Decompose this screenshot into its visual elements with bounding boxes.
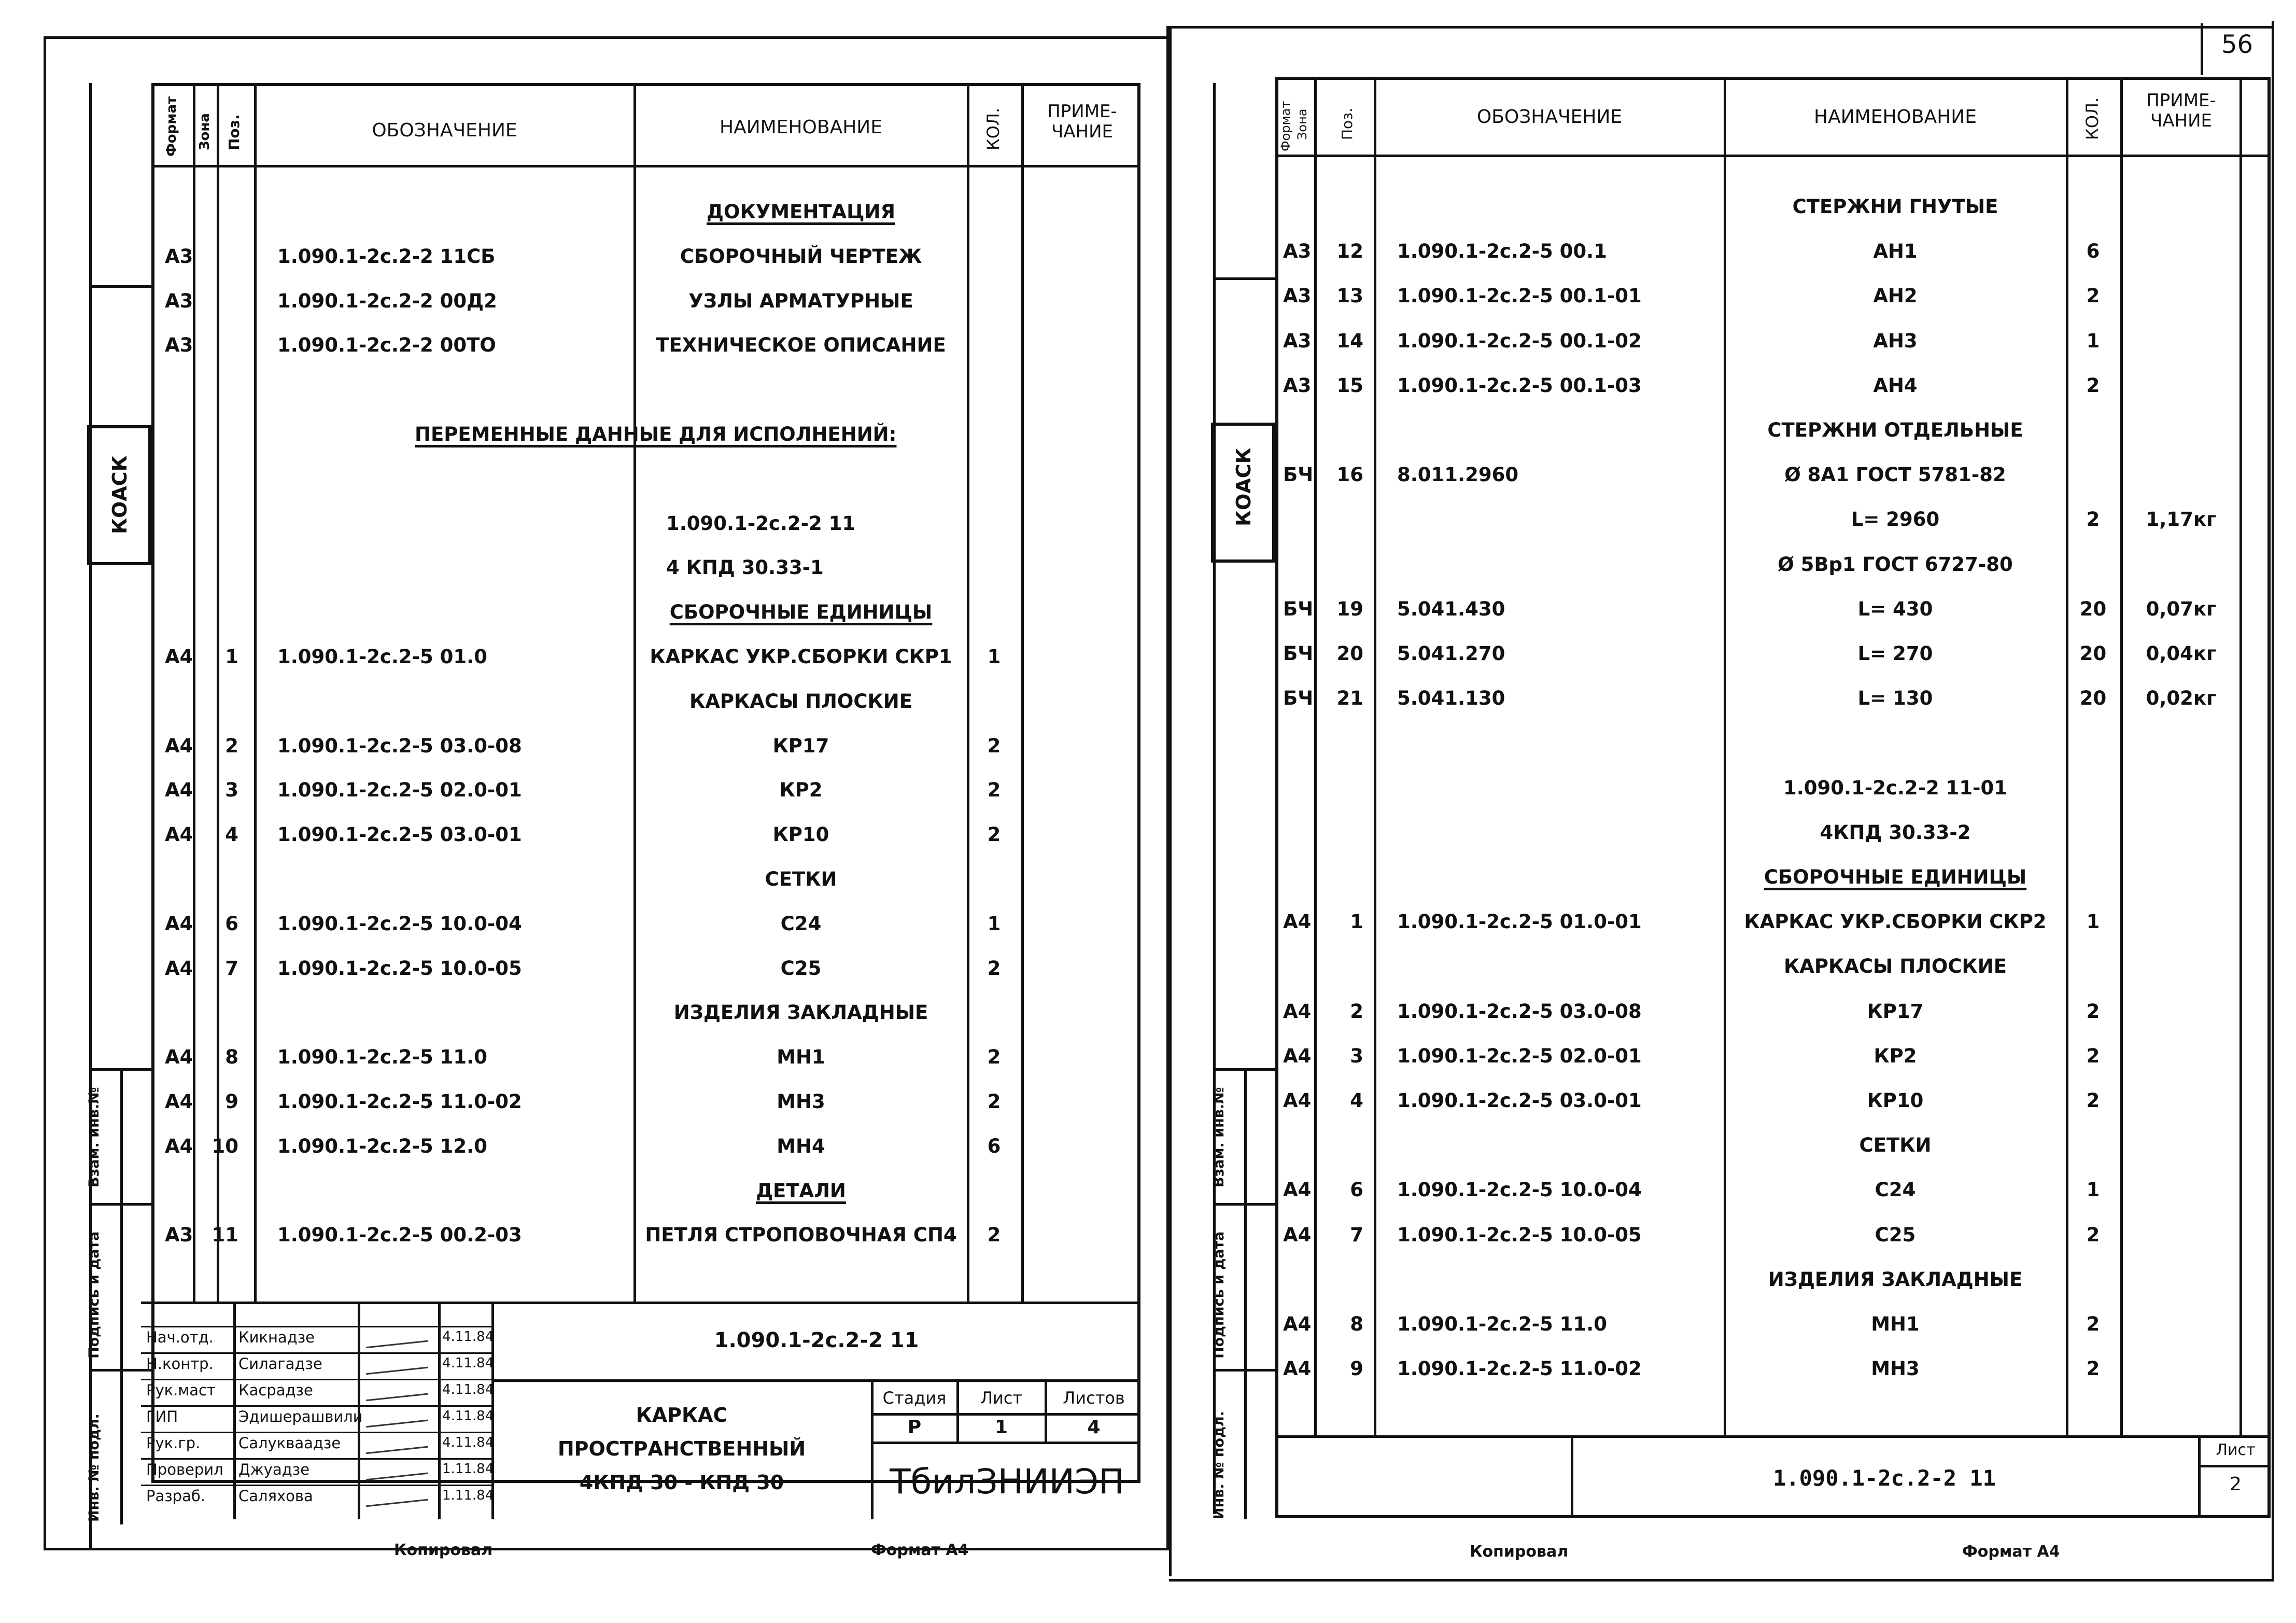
- row-pos: 11: [212, 1224, 238, 1246]
- header-qty: КОЛ.: [983, 107, 1003, 150]
- row-format: А4: [165, 646, 193, 668]
- row-name: С24: [1875, 1179, 1916, 1201]
- row-pos: 9: [225, 1090, 238, 1113]
- row-designation: 1.090.1-2с.2-5 03.0-08: [277, 735, 522, 757]
- spec-row: [0, 425, 1166, 466]
- side-vzam-inv: Взам. инв.№: [86, 1087, 102, 1187]
- staff-divider: [141, 1432, 491, 1433]
- row-pos: 1: [225, 646, 238, 668]
- staff-name: Саляхова: [238, 1487, 313, 1505]
- spec-row: [1166, 197, 2296, 239]
- row-designation: 1.090.1-2с.2-5 10.0-05: [277, 957, 522, 980]
- sheets-label: Листов: [1063, 1388, 1125, 1408]
- row-designation: ПЕРЕМЕННЫЕ ДАННЫЕ ДЛЯ ИСПОЛНЕНИЙ:: [415, 423, 897, 445]
- staff-name: Силагадзе: [238, 1355, 322, 1373]
- row-pos: 13: [1336, 285, 1363, 307]
- row-qty: 1: [987, 646, 1001, 668]
- row-designation: 1.090.1-2с.2-5 01.0-01: [1397, 911, 1642, 933]
- header-zone: Зона: [197, 113, 213, 150]
- row-designation: 1.090.1-2с.2-5 11.0: [1397, 1313, 1607, 1335]
- right-sheet-label: Лист: [2216, 1441, 2256, 1459]
- row-name: КР2: [779, 779, 823, 801]
- staff-name: Касрадзе: [238, 1381, 313, 1399]
- row-name: ДОКУМЕНТАЦИЯ: [707, 201, 895, 223]
- right-sheet-value: 2: [2230, 1474, 2242, 1495]
- row-note: 0,02кг: [2146, 687, 2217, 709]
- row-pos: 1: [1350, 911, 1363, 933]
- sheets-value: 4: [1087, 1417, 1101, 1438]
- spec-row: [1166, 868, 2296, 909]
- signature: [365, 1490, 428, 1507]
- row-qty: 2: [2086, 508, 2100, 530]
- row-designation: 1.090.1-2с.2-5 11.0-02: [277, 1090, 522, 1113]
- row-format: А4: [165, 735, 193, 757]
- staff-divider: [141, 1326, 491, 1327]
- side-podpis-data: Подпись и дата: [86, 1231, 102, 1359]
- row-format: А4: [165, 957, 193, 980]
- row-qty: 1: [987, 913, 1001, 935]
- left-title-code: 1.090.1-2с.2-2 11: [714, 1328, 919, 1352]
- row-format: А4: [1283, 1000, 1312, 1023]
- spec-row: [0, 647, 1166, 689]
- org-name: ТбилЗНИИЭП: [890, 1462, 1124, 1502]
- row-name: МН3: [777, 1090, 825, 1113]
- row-format: А4: [1283, 1045, 1312, 1067]
- left-title-line2: ПРОСТРАНСТВЕННЫЙ: [557, 1437, 806, 1460]
- staff-name: Эдишерашвили: [238, 1408, 363, 1425]
- row-pos: 9: [1350, 1358, 1363, 1380]
- row-name: СТЕРЖНИ ГНУТЫЕ: [1792, 195, 1998, 218]
- row-name: КАРКАС УКР.СБОРКИ СКР1: [650, 646, 952, 668]
- row-format: А4: [1283, 1089, 1312, 1112]
- spec-row: [1166, 465, 2296, 507]
- sheet-label: Лист: [980, 1388, 1023, 1408]
- spec-row: [1166, 957, 2296, 998]
- row-qty: 2: [2086, 1313, 2100, 1335]
- row-name: Ø 5Вр1 ГОСТ 6727-80: [1778, 553, 2013, 576]
- right-sheet: [1166, 0, 2296, 1623]
- row-name: КР17: [1867, 1000, 1924, 1023]
- row-format: А4: [165, 913, 193, 935]
- row-pos: 12: [1336, 240, 1363, 262]
- spec-row: [1166, 376, 2296, 417]
- spec-row: [0, 1047, 1166, 1089]
- row-qty: 2: [2086, 1224, 2100, 1246]
- row-format: А3: [165, 1224, 193, 1246]
- row-name: 1.090.1-2с.2-2 11-01: [1783, 777, 2007, 799]
- row-name: С24: [780, 913, 822, 935]
- spec-row: [0, 603, 1166, 644]
- row-name: АН2: [1873, 285, 1918, 307]
- spec-row: [1166, 1225, 2296, 1267]
- staff-date: 4.11.84: [442, 1329, 494, 1345]
- row-pos: 19: [1336, 598, 1363, 620]
- spec-row: [1166, 555, 2296, 596]
- staff-date: 1.11.84: [442, 1461, 494, 1477]
- row-name: Ø 8А1 ГОСТ 5781-82: [1784, 464, 2006, 486]
- row-format: А4: [165, 1135, 193, 1157]
- row-qty: 6: [987, 1135, 1001, 1157]
- row-format: А3: [165, 245, 193, 268]
- spec-row: [0, 914, 1166, 956]
- row-note: 0,04кг: [2146, 642, 2217, 665]
- row-format: А3: [165, 290, 193, 312]
- spec-row: [0, 736, 1166, 778]
- row-pos: 3: [225, 779, 238, 801]
- row-name: МН3: [1871, 1358, 1920, 1380]
- row-name: ДЕТАЛИ: [756, 1180, 846, 1202]
- row-pos: 6: [1350, 1179, 1363, 1201]
- row-qty: 20: [2079, 642, 2107, 665]
- staff-role: Рук.гр.: [146, 1434, 201, 1452]
- r-side-vzam-inv: Взам. инв.№: [1211, 1087, 1227, 1187]
- header-format: Формат: [164, 96, 179, 157]
- spec-row: [1166, 912, 2296, 954]
- row-pos: 2: [1350, 1000, 1363, 1023]
- spec-row: [1166, 1314, 2296, 1356]
- row-pos: 21: [1336, 687, 1363, 709]
- row-designation: 1.090.1-2с.2-5 03.0-08: [1397, 1000, 1642, 1023]
- spec-row: [1166, 689, 2296, 730]
- row-name: 4КПД 30.33-2: [1820, 821, 1971, 844]
- staff-divider: [141, 1379, 491, 1380]
- row-name: ТЕХНИЧЕСКОЕ ОПИСАНИЕ: [656, 334, 946, 356]
- r-koask-label: КОАСК: [1232, 447, 1255, 526]
- row-pos: 7: [225, 957, 238, 980]
- row-designation: 1.090.1-2с.2-5 10.0-04: [1397, 1179, 1642, 1201]
- r-header-note: ПРИМЕ- ЧАНИЕ: [2146, 90, 2216, 132]
- spec-row: [1166, 823, 2296, 864]
- row-qty: 2: [987, 735, 1001, 757]
- spec-row: [0, 1137, 1166, 1178]
- spec-row: [0, 291, 1166, 333]
- row-qty: 2: [2086, 1045, 2100, 1067]
- row-qty: 20: [2079, 598, 2107, 620]
- row-name: 1.090.1-2с.2-2 11: [666, 512, 856, 535]
- row-pos: 20: [1336, 642, 1363, 665]
- row-qty: 2: [2086, 374, 2100, 397]
- row-format: А3: [165, 334, 193, 356]
- spec-row: [0, 692, 1166, 733]
- spec-row: [1166, 1046, 2296, 1088]
- row-qty: 2: [987, 957, 1001, 980]
- row-qty: 1: [2086, 330, 2100, 352]
- staff-date: 4.11.84: [442, 1382, 494, 1397]
- spec-row: [0, 558, 1166, 599]
- row-designation: 1.090.1-2с.2-5 11.0: [277, 1046, 487, 1068]
- row-qty: 2: [2086, 1089, 2100, 1112]
- row-format: А4: [165, 1090, 193, 1113]
- row-name: АН3: [1873, 330, 1918, 352]
- row-format: А4: [1283, 1179, 1312, 1201]
- r-header-format: Формат: [1278, 101, 1293, 151]
- row-designation: 1.090.1-2с.2-5 00.1: [1397, 240, 1607, 262]
- staff-divider: [141, 1458, 491, 1460]
- row-pos: 15: [1336, 374, 1363, 397]
- row-name: СТЕРЖНИ ОТДЕЛЬНЫЕ: [1767, 419, 2023, 441]
- spec-row: [1166, 1136, 2296, 1177]
- spec-row: [1166, 1270, 2296, 1311]
- spec-row: [1166, 421, 2296, 462]
- right-footer-copied: Копировал: [1470, 1543, 1569, 1561]
- row-format: А4: [165, 779, 193, 801]
- row-pos: 2: [225, 735, 238, 757]
- staff-role: Нач.отд.: [146, 1328, 214, 1346]
- row-format: А4: [1283, 911, 1312, 933]
- row-format: А3: [1283, 285, 1312, 307]
- r-side-podpis-data: Подпись и дата: [1211, 1231, 1227, 1359]
- spec-row: [1166, 733, 2296, 775]
- row-designation: 1.090.1-2с.2-5 00.1-03: [1397, 374, 1642, 397]
- row-pos: 10: [212, 1135, 238, 1157]
- header-pos: Поз.: [226, 114, 243, 150]
- row-designation: 1.090.1-2с.2-5 02.0-01: [1397, 1045, 1642, 1067]
- row-name: СБОРОЧНЫЕ ЕДИНИЦЫ: [1764, 866, 2027, 888]
- row-format: А4: [165, 1046, 193, 1068]
- row-pos: 8: [225, 1046, 238, 1068]
- row-name: ИЗДЕЛИЯ ЗАКЛАДНЫЕ: [673, 1001, 928, 1024]
- row-note: 1,17кг: [2146, 508, 2217, 530]
- spec-row: [0, 825, 1166, 866]
- spec-row: [0, 1225, 1166, 1267]
- row-designation: 1.090.1-2с.2-5 00.1-02: [1397, 330, 1642, 352]
- spec-row: [1166, 1091, 2296, 1132]
- row-name: КАРКАСЫ ПЛОСКИЕ: [1783, 955, 2007, 977]
- row-name: ПЕТЛЯ СТРОПОВОЧНАЯ СП4: [645, 1224, 957, 1246]
- row-designation: 1.090.1-2с.2-5 02.0-01: [277, 779, 522, 801]
- row-qty: 2: [987, 1090, 1001, 1113]
- sheet-value: 1: [994, 1417, 1008, 1438]
- spec-row: [1166, 1359, 2296, 1401]
- row-format: БЧ: [1283, 642, 1314, 665]
- row-designation: 5.041.430: [1397, 598, 1505, 620]
- row-name: АН1: [1873, 240, 1918, 262]
- row-name: 4 КПД 30.33-1: [666, 556, 824, 579]
- staff-name: Салукваадзе: [238, 1434, 341, 1452]
- row-pos: 3: [1350, 1045, 1363, 1067]
- staff-date: 4.11.84: [442, 1435, 494, 1450]
- row-pos: 4: [225, 823, 238, 846]
- row-designation: 1.090.1-2с.2-2 11СБ: [277, 245, 496, 268]
- row-name: МН4: [777, 1135, 825, 1157]
- row-qty: 2: [2086, 1000, 2100, 1023]
- row-name: L= 2960: [1851, 508, 1940, 530]
- row-pos: 4: [1350, 1089, 1363, 1112]
- staff-date: 1.11.84: [442, 1488, 494, 1503]
- row-qty: 2: [987, 823, 1001, 846]
- row-name: КАРКАСЫ ПЛОСКИЕ: [689, 690, 913, 712]
- row-name: L= 270: [1857, 642, 1933, 665]
- page-number: 56: [2221, 30, 2253, 59]
- spec-row: [1166, 1002, 2296, 1043]
- row-qty: 2: [987, 1046, 1001, 1068]
- row-pos: 16: [1336, 464, 1363, 486]
- row-designation: 5.041.130: [1397, 687, 1505, 709]
- header-designation: ОБОЗНАЧЕНИЕ: [372, 120, 517, 141]
- row-name: КАРКАС УКР.СБОРКИ СКР2: [1744, 911, 2047, 933]
- stage-label: Стадия: [882, 1388, 947, 1408]
- spec-row: [1166, 242, 2296, 283]
- koask-label: КОАСК: [108, 455, 131, 534]
- r-header-pos: Поз.: [1339, 108, 1356, 140]
- row-format: А4: [165, 823, 193, 846]
- spec-row: [0, 514, 1166, 555]
- row-name: УЗЛЫ АРМАТУРНЫЕ: [688, 290, 913, 312]
- spec-row: [1166, 599, 2296, 641]
- row-designation: 1.090.1-2с.2-5 11.0-02: [1397, 1358, 1642, 1380]
- row-format: А3: [1283, 330, 1312, 352]
- spec-row: [1166, 331, 2296, 373]
- staff-role: Разраб.: [146, 1487, 205, 1505]
- staff-name: Джуадзе: [238, 1461, 310, 1478]
- staff-name: Кикнадзе: [238, 1328, 315, 1346]
- spec-row: [1166, 778, 2296, 820]
- staff-role: Проверил: [146, 1461, 223, 1478]
- row-format: БЧ: [1283, 598, 1314, 620]
- left-footer-copied: Копировал: [394, 1541, 493, 1559]
- row-name: МН1: [1871, 1313, 1920, 1335]
- row-name: КР17: [772, 735, 829, 757]
- spec-row: [0, 780, 1166, 822]
- row-note: 0,07кг: [2146, 598, 2217, 620]
- r-header-zone: Зона: [1295, 108, 1309, 140]
- row-qty: 1: [2086, 1179, 2100, 1201]
- row-pos: 7: [1350, 1224, 1363, 1246]
- row-qty: 6: [2086, 240, 2100, 262]
- r-header-qty: КОЛ.: [2082, 97, 2102, 140]
- spec-row: [0, 959, 1166, 1000]
- row-name: АН4: [1873, 374, 1918, 397]
- r-header-name: НАИМЕНОВАНИЕ: [1814, 106, 1977, 128]
- row-format: А3: [1283, 374, 1312, 397]
- row-name: КР10: [772, 823, 829, 846]
- row-name: С25: [1875, 1224, 1916, 1246]
- left-title-line3: 4КПД 30 - КПД 30: [579, 1471, 784, 1494]
- row-designation: 1.090.1-2с.2-5 03.0-01: [277, 823, 522, 846]
- row-format: А4: [1283, 1313, 1312, 1335]
- row-designation: 1.090.1-2с.2-5 03.0-01: [1397, 1089, 1642, 1112]
- row-designation: 1.090.1-2с.2-5 00.1-01: [1397, 285, 1642, 307]
- spec-row: [0, 1003, 1166, 1044]
- row-name: СБОРОЧНЫЙ ЧЕРТЕЖ: [680, 245, 922, 268]
- row-qty: 2: [987, 1224, 1001, 1246]
- spec-row: [0, 247, 1166, 288]
- row-designation: 8.011.2960: [1397, 464, 1519, 486]
- row-pos: 14: [1336, 330, 1363, 352]
- row-designation: 1.090.1-2с.2-5 10.0-04: [277, 913, 522, 935]
- header-note: ПРИМЕ- ЧАНИЕ: [1047, 101, 1117, 143]
- row-qty: 2: [2086, 285, 2100, 307]
- row-format: А4: [1283, 1358, 1312, 1380]
- spec-row: [1166, 644, 2296, 685]
- row-format: А4: [1283, 1224, 1312, 1246]
- row-name: С25: [780, 957, 822, 980]
- spec-row: [0, 1092, 1166, 1134]
- row-designation: 1.090.1-2с.2-2 00Д2: [277, 290, 497, 312]
- row-designation: 1.090.1-2с.2-5 00.2-03: [277, 1224, 522, 1246]
- stage-value: Р: [907, 1417, 922, 1438]
- staff-divider: [141, 1485, 491, 1486]
- row-name: СБОРОЧНЫЕ ЕДИНИЦЫ: [669, 601, 933, 623]
- row-format: БЧ: [1283, 464, 1314, 486]
- staff-role: ГИП: [146, 1408, 178, 1425]
- left-footer-format: Формат А4: [871, 1541, 969, 1559]
- row-designation: 1.090.1-2с.2-2 00ТО: [277, 334, 496, 356]
- spec-row: [0, 202, 1166, 244]
- spec-row: [0, 1181, 1166, 1223]
- row-qty: 2: [2086, 1358, 2100, 1380]
- staff-role: Н.контр.: [146, 1355, 214, 1373]
- row-name: СЕТКИ: [1859, 1134, 1932, 1156]
- spec-row: [0, 469, 1166, 511]
- spec-row: [1166, 286, 2296, 328]
- staff-date: 4.11.84: [442, 1355, 494, 1371]
- staff-divider: [141, 1405, 491, 1407]
- row-format: БЧ: [1283, 687, 1314, 709]
- row-name: КР10: [1867, 1089, 1924, 1112]
- spec-row: [1166, 1180, 2296, 1222]
- row-name: L= 130: [1857, 687, 1933, 709]
- row-name: КР2: [1874, 1045, 1917, 1067]
- row-name: МН1: [777, 1046, 825, 1068]
- left-title-line1: КАРКАС: [636, 1404, 728, 1426]
- right-footer-format: Формат А4: [1962, 1543, 2060, 1561]
- row-name: L= 430: [1857, 598, 1933, 620]
- side-inv-podl: Инв. № подл.: [86, 1414, 102, 1522]
- row-designation: 1.090.1-2с.2-5 01.0: [277, 646, 487, 668]
- row-pos: 6: [225, 913, 238, 935]
- row-qty: 1: [2086, 911, 2100, 933]
- right-title-code: 1.090.1-2с.2-2 11: [1773, 1465, 1996, 1491]
- header-name: НАИМЕНОВАНИЕ: [720, 117, 882, 138]
- spec-row: [0, 380, 1166, 422]
- spec-row: [1166, 510, 2296, 551]
- row-designation: 1.090.1-2с.2-5 10.0-05: [1397, 1224, 1642, 1246]
- row-format: А3: [1283, 240, 1312, 262]
- row-pos: 8: [1350, 1313, 1363, 1335]
- row-designation: 5.041.270: [1397, 642, 1505, 665]
- row-name: СЕТКИ: [765, 868, 837, 890]
- spec-row: [0, 335, 1166, 377]
- row-name: ИЗДЕЛИЯ ЗАКЛАДНЫЕ: [1768, 1268, 2023, 1291]
- row-qty: 20: [2079, 687, 2107, 709]
- row-qty: 2: [987, 779, 1001, 801]
- row-designation: 1.090.1-2с.2-5 12.0: [277, 1135, 487, 1157]
- r-side-inv-podl: Инв. № подл.: [1211, 1411, 1227, 1519]
- r-header-designation: ОБОЗНАЧЕНИЕ: [1476, 106, 1623, 128]
- spec-row: [0, 870, 1166, 911]
- staff-divider: [141, 1352, 491, 1354]
- staff-date: 4.11.84: [442, 1408, 494, 1424]
- staff-role: Рук.маст: [146, 1381, 216, 1399]
